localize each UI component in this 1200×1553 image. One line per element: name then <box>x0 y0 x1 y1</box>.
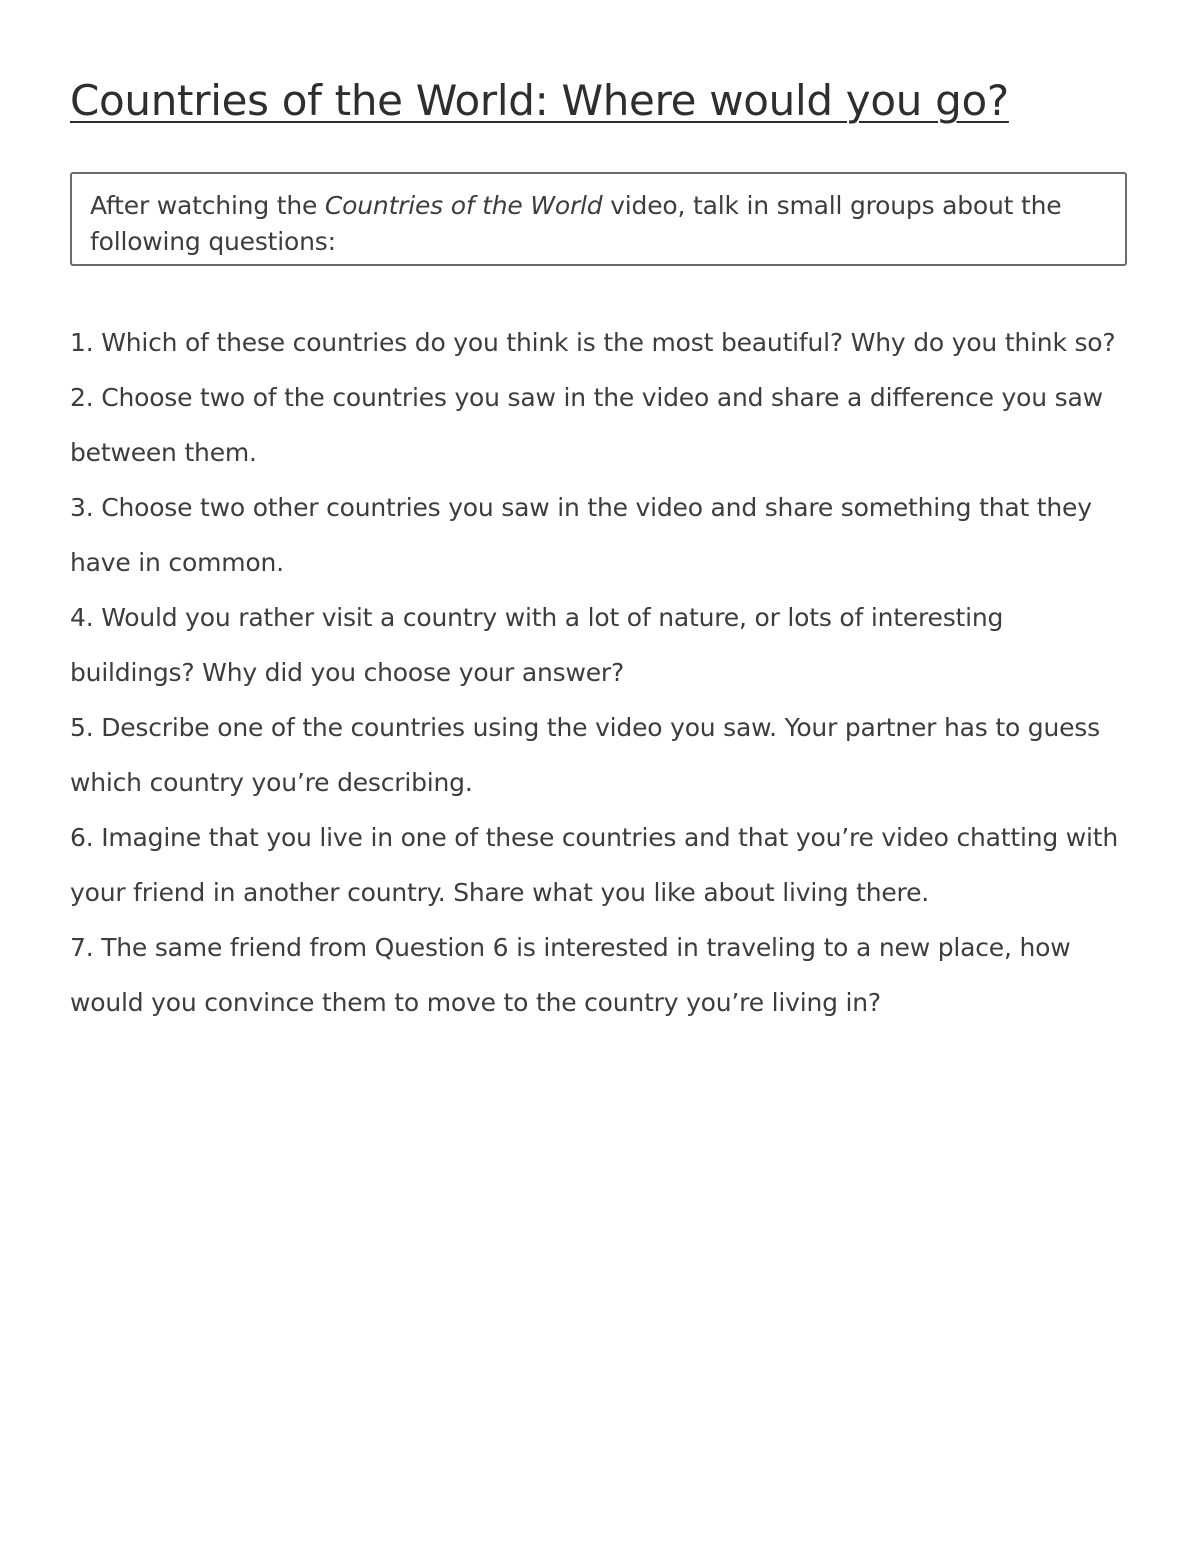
question-3: 3. Choose two other countries you saw in the video and share something that they have in common. <box>70 493 1092 577</box>
instructions-text-end: video, talk in small groups about the following questions: <box>90 191 1062 256</box>
video-title-emphasis: Countries of the World <box>324 191 603 220</box>
page-title: Countries of the World: Where would you go? <box>70 76 1009 125</box>
question-7: 7. The same friend from Question 6 is interested in traveling to a new place, how would you convince them to move to the country you’re living in? <box>70 933 1071 1017</box>
question-6: 6. Imagine that you live in one of these countries and that you’re video chatting with your friend in another country. Share what you like about living there. <box>70 823 1119 907</box>
question-1: 1. Which of these countries do you think is the most beautiful? Why do you think so? <box>70 328 1116 357</box>
question-4: 4. Would you rather visit a country with a lot of nature, or lots of interesting buildings? Why did you choose your answer? <box>70 603 1004 687</box>
question-list <box>70 315 1135 1030</box>
instructions-box <box>70 172 1127 266</box>
question-5: 5. Describe one of the countries using the video you saw. Your partner has to guess which country you’re describing. <box>70 713 1100 797</box>
question-2: 2. Choose two of the countries you saw in the video and share a difference you saw between them. <box>70 383 1103 467</box>
instructions-text-start: After watching the <box>90 191 325 220</box>
